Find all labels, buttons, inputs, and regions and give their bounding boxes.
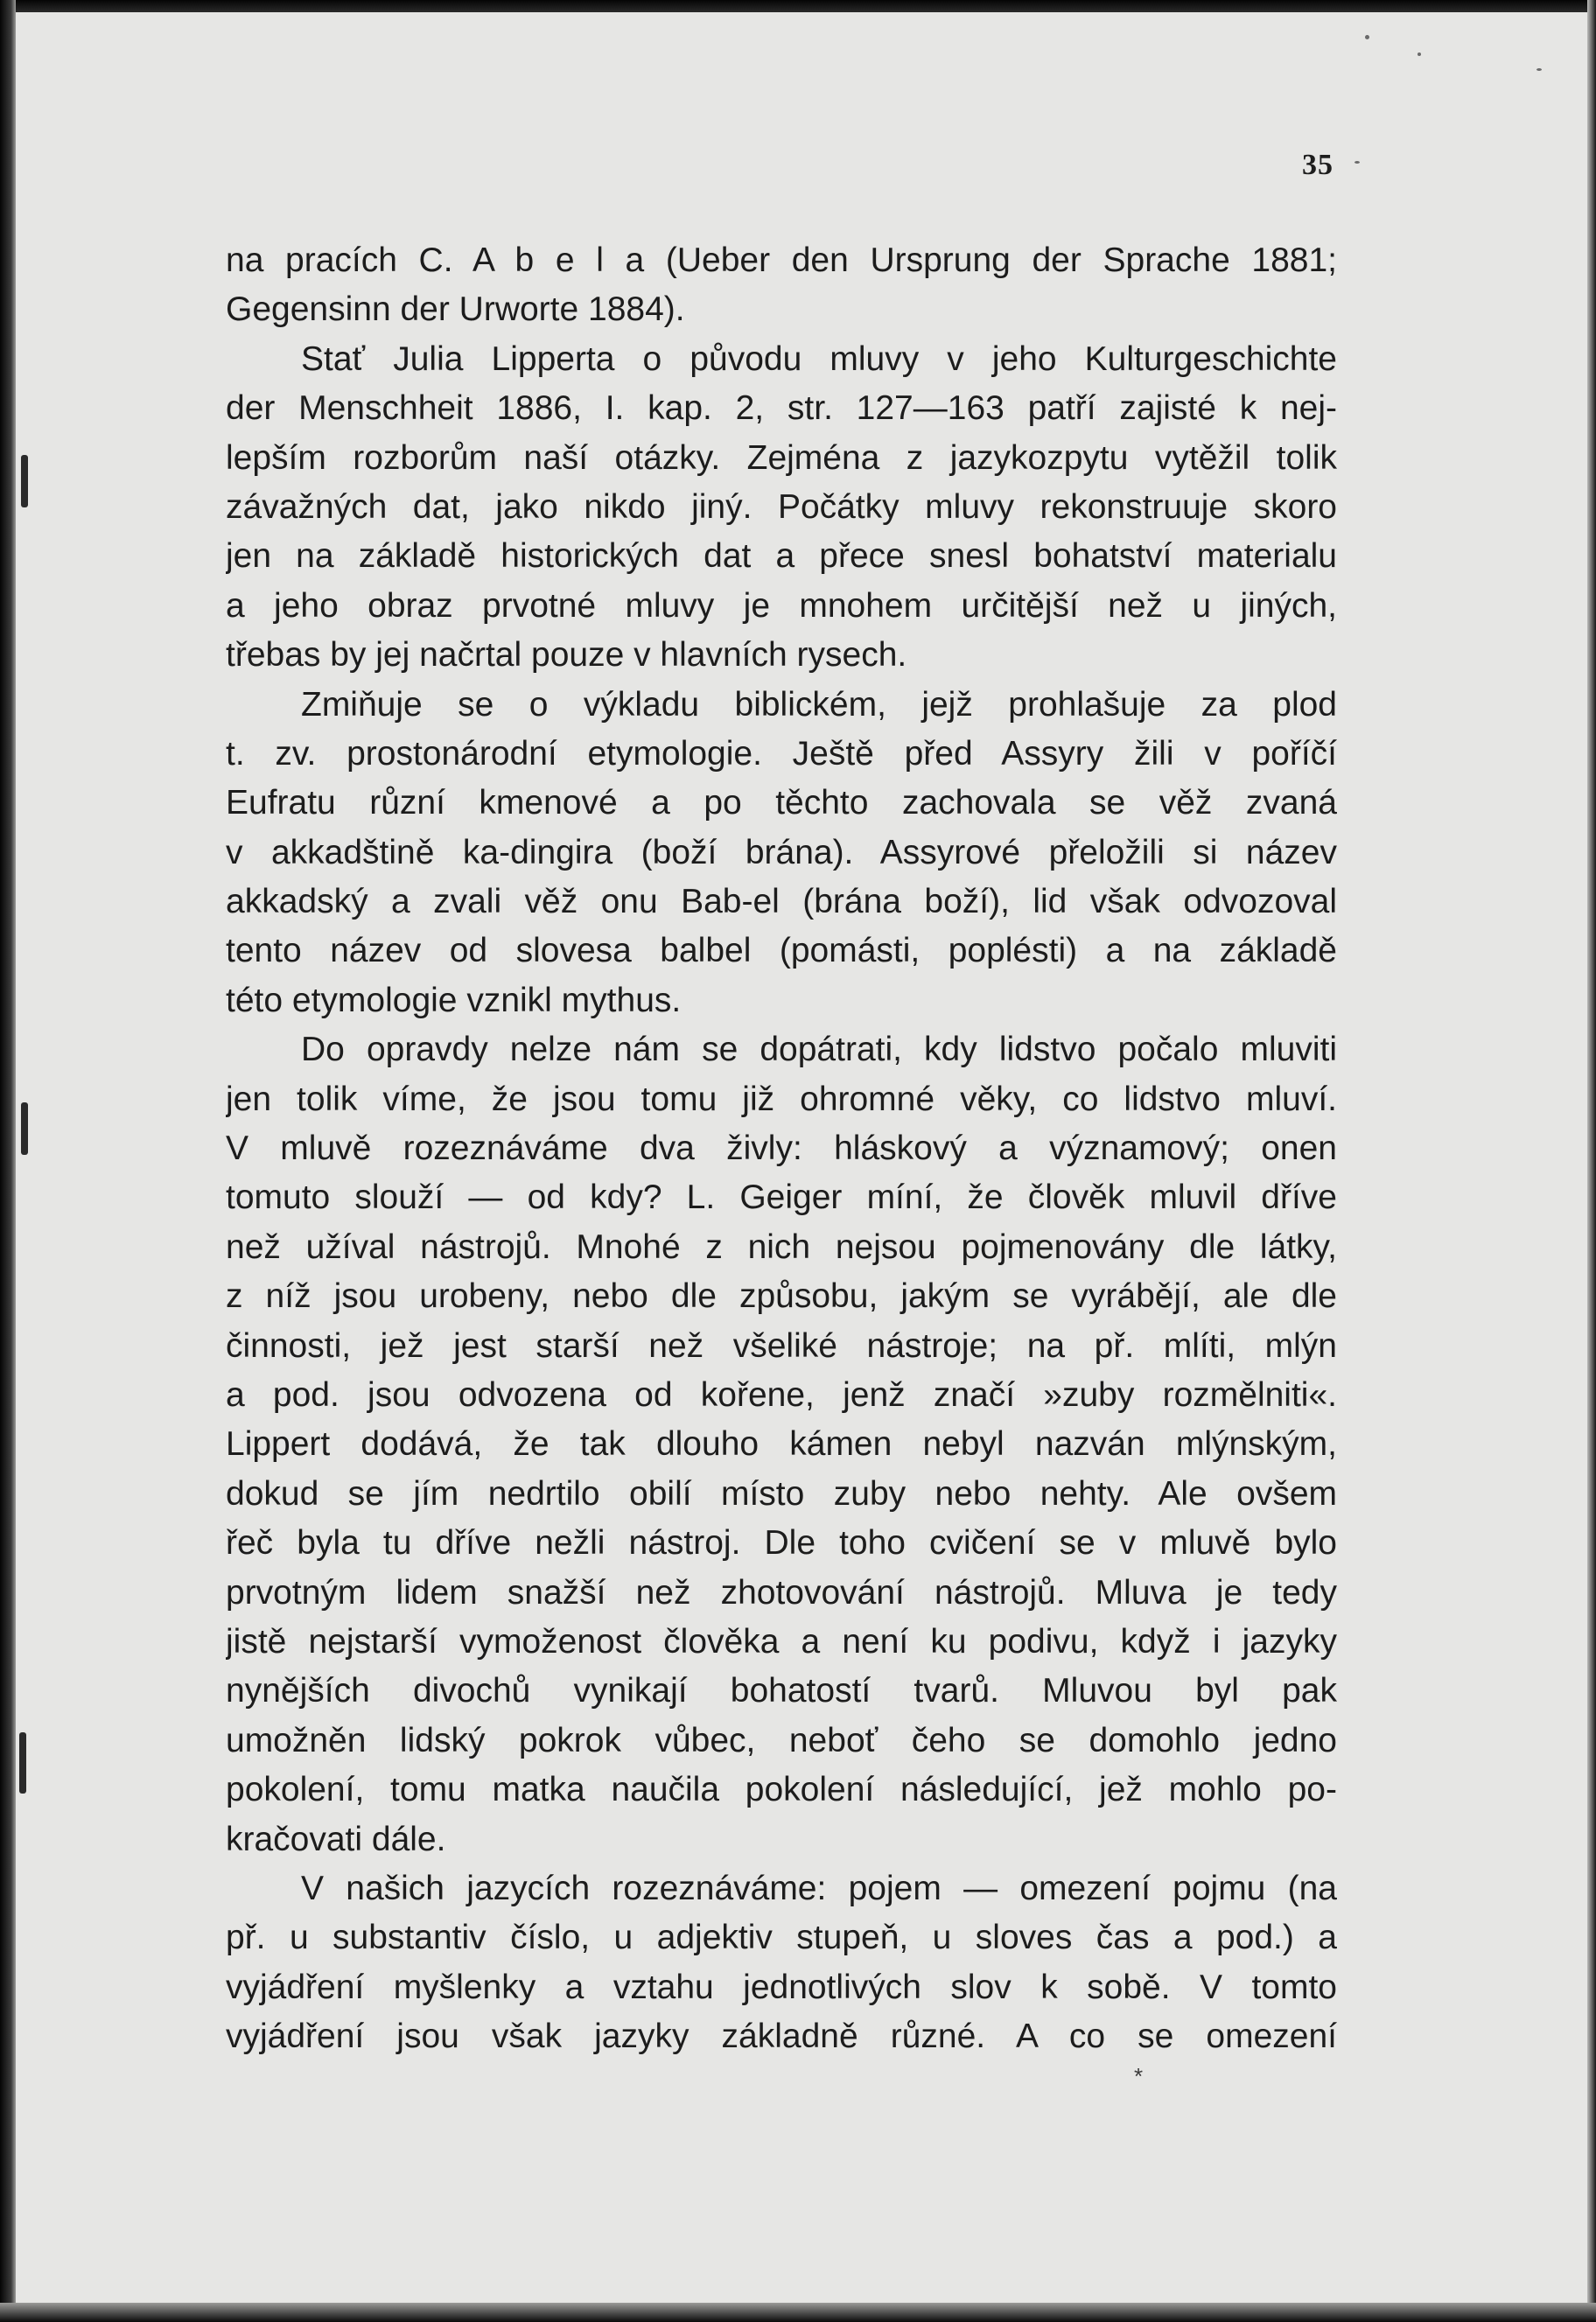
scan-speck xyxy=(1418,52,1421,56)
paragraph xyxy=(226,236,1337,335)
scan-speck xyxy=(21,455,28,507)
text-line: př. u substantiv číslo, u adjektiv stupeň, u sloves čas a pod.) a xyxy=(226,1919,1337,1957)
paragraph xyxy=(226,1025,1337,1864)
text-line: Eufratu různí kmenové a po těchto zachovala se věž zvaná xyxy=(226,784,1337,822)
text-line: z níž jsou urobeny, nebo dle způsobu, jakým se vyrábějí, ale dle xyxy=(226,1277,1337,1316)
text-line: řeč byla tu dříve nežli nástroj. Dle toho cvičení se v mluvě bylo xyxy=(226,1524,1337,1563)
text-line: v akkadštině ka-dingira (boží brána). Assyrové přeložili si název xyxy=(226,833,1337,871)
text-line: jistě nejstarší vymoženost člověka a není ku podivu, když i jazyky xyxy=(226,1622,1337,1661)
text-line: Gegensinn der Urworte 1884). xyxy=(226,290,685,329)
text-line: umožněn lidský pokrok vůbec, neboť čeho se domohlo jedno xyxy=(226,1721,1337,1759)
scan-edge-bottom xyxy=(0,2303,1596,2322)
text-line: tento název od slovesa balbel (pomásti, poplésti) a na základě xyxy=(226,932,1337,970)
text-line: a pod. jsou odvozena od kořene, jenž značí »zuby rozmělniti«. xyxy=(226,1375,1337,1414)
text-line: a jeho obraz prvotné mluvy je mnohem určitější než u jiných, xyxy=(226,586,1337,625)
text-line: prvotným lidem snažší než zhotovování nástrojů. Mluva je tedy xyxy=(226,1573,1337,1612)
text-line: lepším rozborům naší otázky. Zejména z jazykozpytu vytěžil tolik xyxy=(226,438,1337,477)
text-line: t. zv. prostonárodní etymologie. Ještě před Assyry žili v poříčí xyxy=(226,734,1337,773)
text-line: třebas by jej načrtal pouze v hlavních rysech. xyxy=(226,636,907,675)
scan-edge-left xyxy=(0,0,16,2322)
text-line: Zmiňuje se o výkladu biblickém, jejž prohlašuje za plod xyxy=(301,685,1337,724)
scan-speck xyxy=(1365,35,1369,39)
text-line: kračovati dále. xyxy=(226,1820,446,1858)
text-line: Stať Julia Lipperta o původu mluvy v jeho Kulturgeschichte xyxy=(301,339,1337,378)
text-line: jen tolik víme, že jsou tomu již ohromné věky, co lidstvo mluví. xyxy=(226,1080,1337,1118)
scan-edge-right xyxy=(1587,0,1596,2322)
text-line: tomuto slouží — od kdy? L. Geiger míní, že člověk mluvil dříve xyxy=(226,1178,1337,1217)
body-text xyxy=(226,236,1337,2061)
text-line: V našich jazycích rozeznáváme: pojem — omezení pojmu (na xyxy=(301,1869,1337,1907)
paragraph xyxy=(226,681,1337,1026)
scan-speck xyxy=(1354,161,1360,164)
text-line: vyjádření jsou však jazyky základně různé. A co se omezení xyxy=(226,2018,1337,2056)
footer-mark: * xyxy=(1134,2063,1144,2089)
text-line: Lippert dodává, že tak dlouho kámen nebyl nazván mlýnským, xyxy=(226,1425,1337,1464)
text-line: nynějších divochů vynikají bohatostí tvarů. Mluvou byl pak xyxy=(226,1672,1337,1710)
paragraph xyxy=(226,1864,1337,2062)
text-line: Do opravdy nelze nám se dopátrati, kdy lidstvo počalo mluviti xyxy=(301,1031,1337,1069)
text-line: jen na základě historických dat a přece snesl bohatství materialu xyxy=(226,537,1337,576)
paragraph xyxy=(226,335,1337,681)
text-line: činnosti, jež jest starší než všeliké nástroje; na př. mlíti, mlýn xyxy=(226,1326,1337,1365)
scan-edge-top xyxy=(0,0,1596,12)
text-line: vyjádření myšlenky a vztahu jednotlivých slov k sobě. V tomto xyxy=(226,1968,1337,2006)
text-line: této etymologie vznikl mythus. xyxy=(226,981,682,1019)
text-line: než užíval nástrojů. Mnohé z nich nejsou pojmenovány dle látky, xyxy=(226,1227,1337,1266)
text-line: pokolení, tomu matka naučila pokolení následující, jež mohlo po- xyxy=(226,1771,1337,1809)
scan-speck xyxy=(19,1732,26,1794)
page-number: 35 xyxy=(1302,149,1334,181)
scan-speck xyxy=(1536,68,1542,71)
scan-speck xyxy=(21,1102,28,1155)
text-line: závažných dat, jako nikdo jiný. Počátky mluvy rekonstruuje skoro xyxy=(226,487,1337,526)
text-line: dokud se jím nedrtilo obilí místo zuby nebo nehty. Ale ovšem xyxy=(226,1474,1337,1513)
text-line: na pracích C. A b e l a (Ueber den Ursprung der Sprache 1881; xyxy=(226,241,1337,279)
text-line: V mluvě rozeznáváme dva živly: hláskový a významový; onen xyxy=(226,1130,1337,1168)
text-line: akkadský a zvali věž onu Bab-el (brána boží), lid však odvozoval xyxy=(226,883,1337,921)
text-line: der Menschheit 1886, I. kap. 2, str. 127—163 patří zajisté k nej- xyxy=(226,389,1337,428)
